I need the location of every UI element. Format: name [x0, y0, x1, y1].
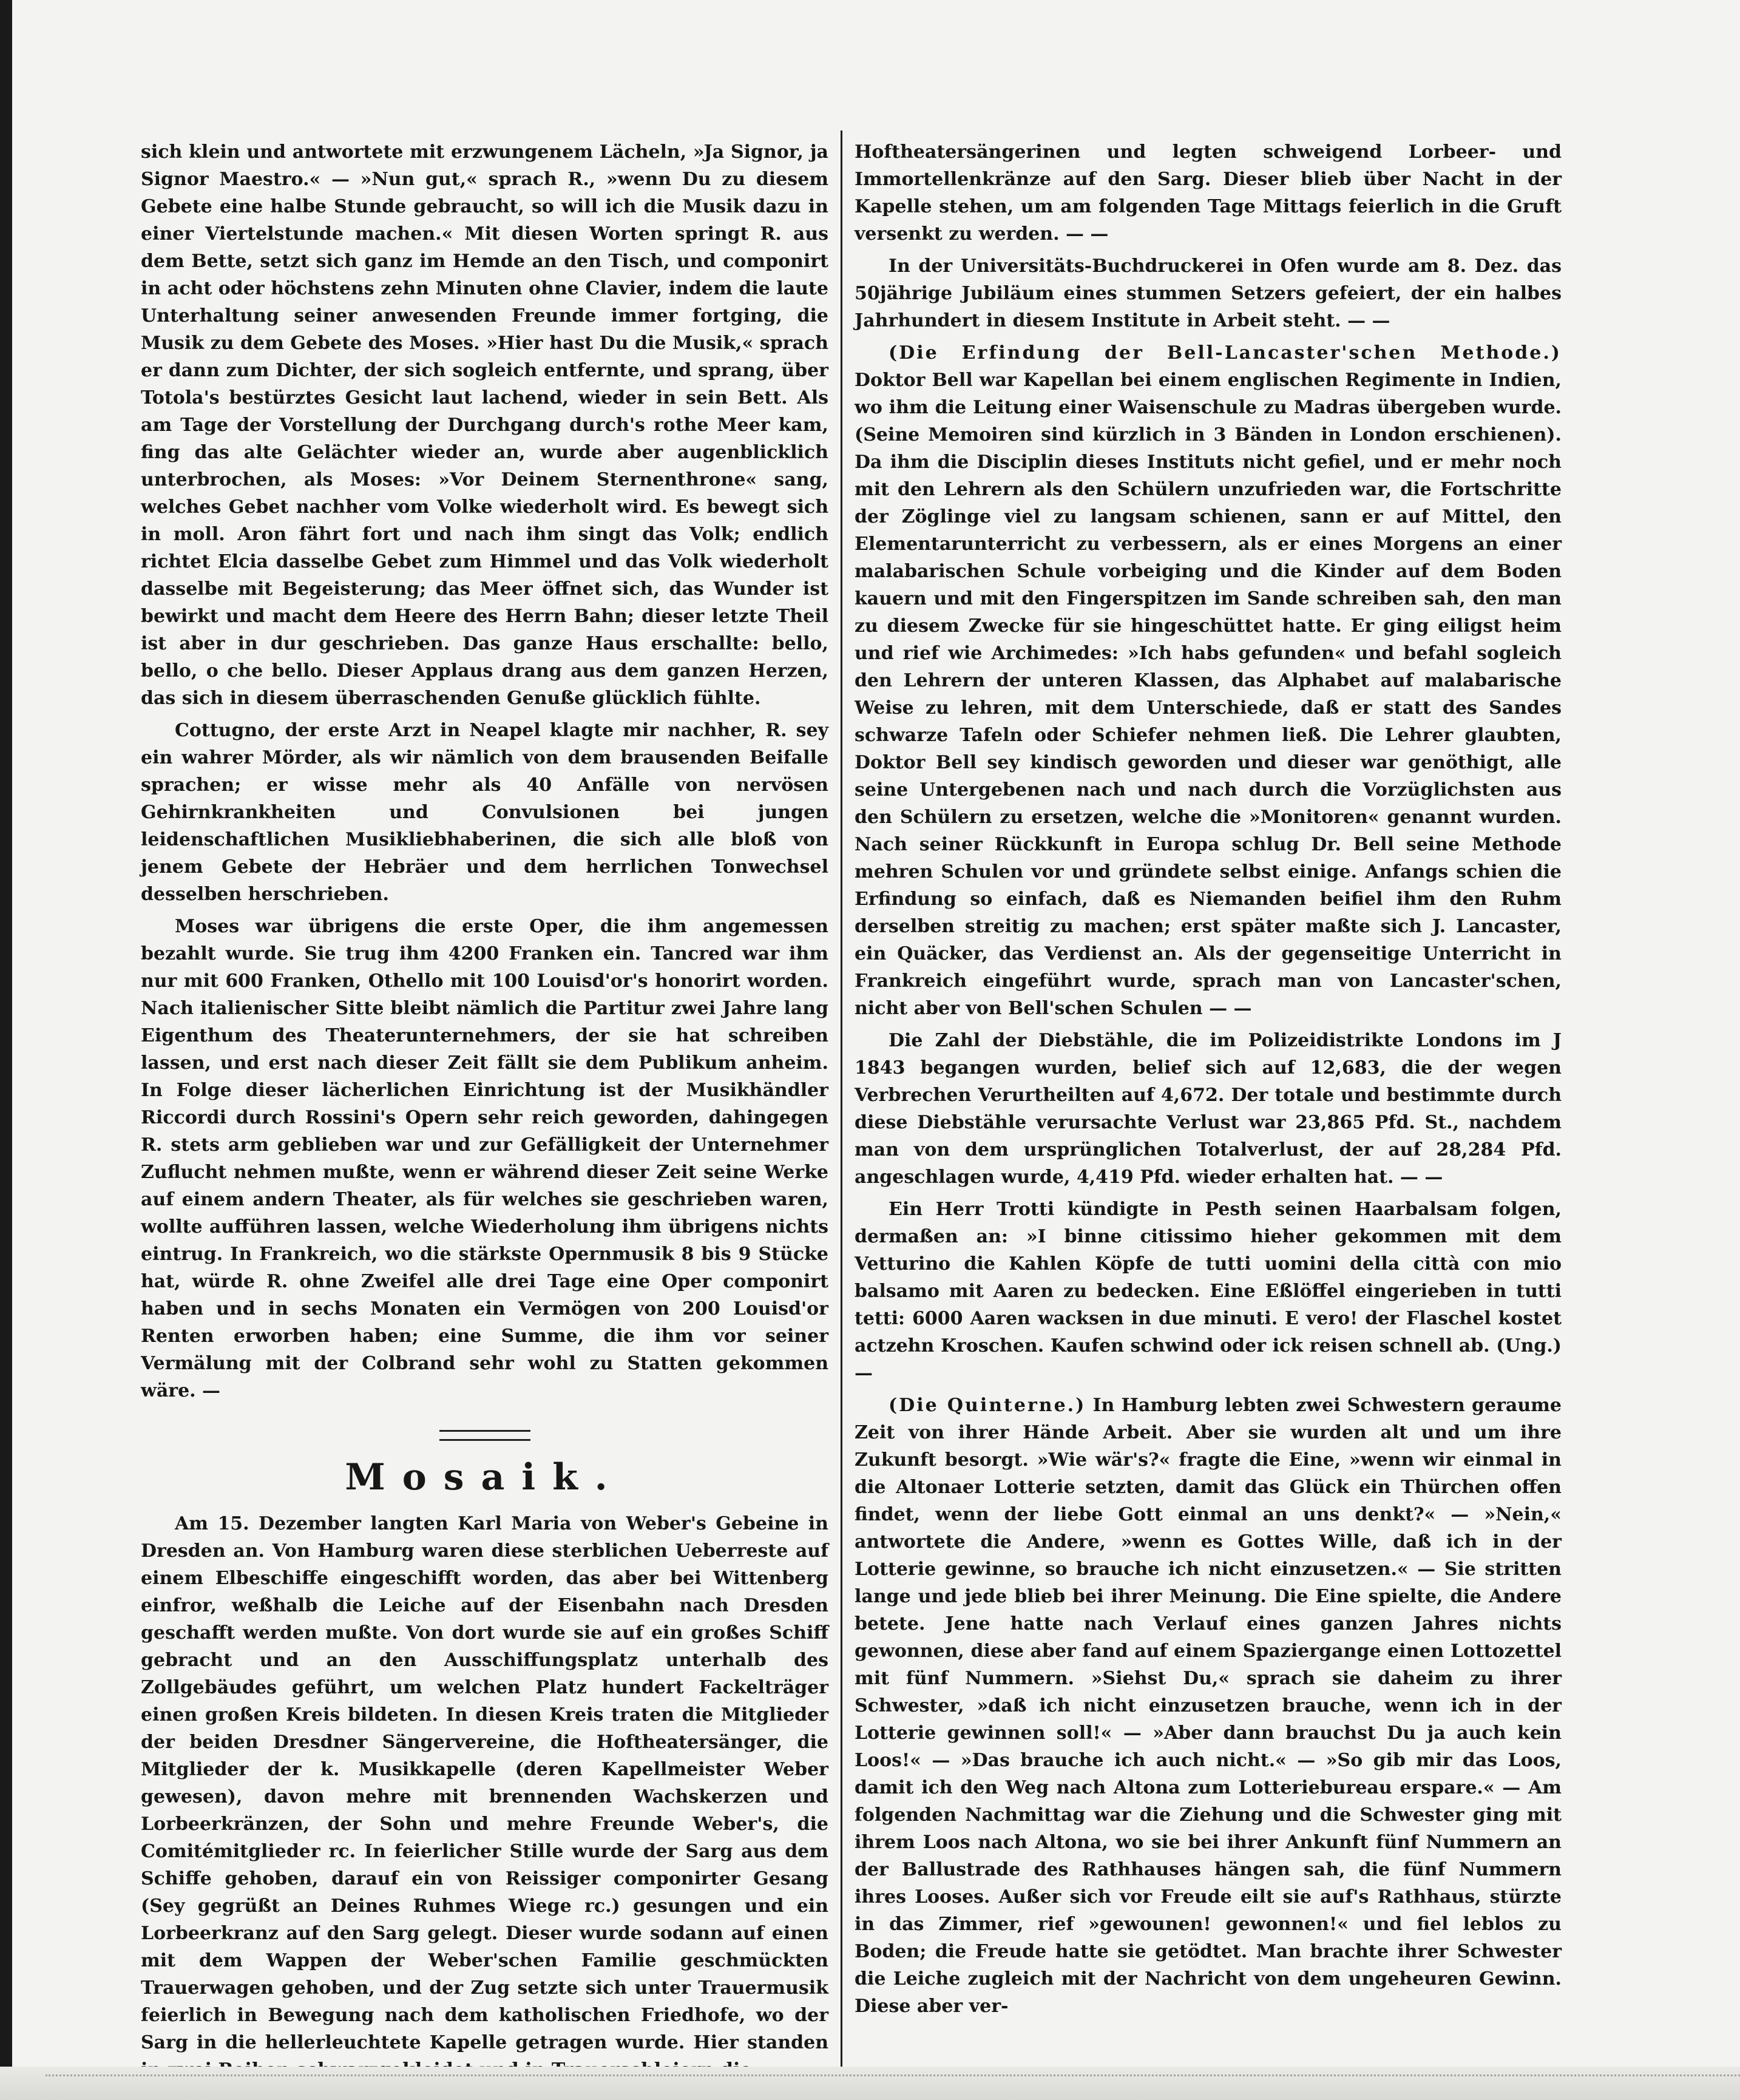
- paragraph-text: Hoftheatersängerinen und legten schweigend Lorbeer- und Immortellenkränze auf den Sarg. Dieser blieb über Nacht in der Kapelle stehen, um am folgenden Tage Mittags feierlich in die Gruft versenkt zu werden. — —: [855, 141, 1562, 245]
- paragraph: Am 15. Dezember langten Karl Maria von Weber's Gebeine in Dresden an. Von Hamburg waren diese sterblichen Ueberreste auf einem Elbeschiffe eingeschifft worden, das aber bei Wittenberg einfror, weßhalb die Leiche auf der Eisenbahn nach Dresden geschafft werden mußte. Von dort wurde sie auf ein großes Schiff gebracht und an den Ausschiffungsplatz unterhalb des Zollgebäudes geführt, um welchen Platz hundert Fackelträger einen großen Kreis bildeten. In diesen Kreis traten die Mitglieder der beiden Dresdner Sängervereine, die Hoftheatersänger, die Mitglieder der k. Musikkapelle (deren Kapellmeister Weber gewesen), davon mehre mit brennenden Wachskerzen und Lorbeerkränzen, der Sohn und mehre Freunde Weber's, die Comitémitglieder rc. In feierlicher Stille wurde der Sarg aus dem Schiffe gehoben, darauf ein von Reissiger componirter Gesang (Sey gegrüßt an Deines Ruhmes Wiege rc.) gesungen und ein Lorbeerkranz auf den Sarg gelegt. Dieser wurde sodann auf einen mit dem Wappen der Weber'schen Familie geschmückten Trauerwagen gehoben, und der Zug setzte sich unter Trauermusik feierlich in Bewegung nach dem katholischen Friedhofe, wo der Sarg in die hellerleuchtete Kapelle getragen wurde. Hier standen: [141, 1513, 828, 2053]
- paragraph-lead: (Die Erfindung der Bell-Lancaster'schen Methode.): [889, 342, 1562, 364]
- paragraph: [855, 1392, 1562, 2020]
- right-column: [855, 138, 1562, 2068]
- paragraph: [855, 1196, 1562, 1387]
- paragraph: [855, 138, 1562, 248]
- paragraph: [855, 1027, 1562, 1191]
- scan-bottom-mark: [46, 2075, 1740, 2095]
- section-separator-rule: [439, 1430, 530, 1441]
- scan-border-left: [0, 0, 12, 2100]
- left-column: [141, 138, 828, 2068]
- paragraph-lead: (Die Quinterne.): [889, 1395, 1086, 1416]
- paragraph-text: Die Zahl der Diebstähle, die im Polizeidistrikte Londons im J 1843 begangen wurden, belief sich auf 12,683, die der wegen Verbrechen Verurtheilten auf 4,672. Der totale und bestimmte durch diese Diebstähle verursachte Verlust war 23,865 Pfd. St., nachdem man von dem ursprünglichen Totalverlust, der auf 28,284 Pfd. angeschlagen wurde, 4,419 Pfd. wieder erhalten hat. — —: [855, 1030, 1562, 1188]
- section-title: Mosaik.: [345, 1456, 625, 1499]
- paragraph-text: In Hamburg lebten zwei Schwestern geraume Zeit von ihrer Hände Arbeit. Aber sie wurden alt und um ihre Zukunft besorgt. »Wie wär's?« fragte die Eine, »wenn wir einmal in die Altonaer Lotterie setzten, damit das Glück ein Thürchen offen findet, wenn der liebe Gott einmal an uns denkt?« — »Nein,« antwortete die Andere, »wenn es Gottes Wille, daß ich in der Lotterie gewinne, so brauche ich nicht einzusetzen.« — Sie stritten lange und jede blieb bei ihrer Meinung. Die Eine spielte, die Andere betete. Jene hatte nach Verlauf eines ganzen Jahres nichts gewonnen, diese aber fand auf einem Spaziergange einen Lottozettel mit fünf Nummern. »Siehst Du,« sprach sie daheim zu ihrer Schwester, »daß ich nicht einzusetzen brauche, wenn ich in der Lotterie gewinnen soll!« — »Aber dann brauchst Du ja auch kein Loos!« — »Das brauche ich auch nicht.« — »So gib mir das Loos, damit ich den Weg nach Altona zum Lotteriebureau erspare.« — Am folgenden Nachmittag war die Ziehung und die Schwester ging mit ihrem Loos nach Altona, wo sie bei ihrer Ankunft fünf Nummern an der Ballustrade des Rathhauses hängen sah, die fünf Nummern ihres Looses. Außer sich vor Freude eilt sie auf's Rathhaus, stürzte in das Zimmer, rief »gewounen! gewonnen!« und fiel leblos zu Boden; die Freude hatte sie getödtet. Man brachte ihrer Schwester die Leiche zugleich mit der Nachricht von dem ungeheuren Gewinn. Diese aber ver-: [855, 1395, 1562, 2017]
- paragraph: sich klein und antwortete mit erzwungenem Lächeln, »Ja Signor, ja Signor Maestro.« — »Nun gut,« sprach R., »wenn Du zu diesem Gebete eine halbe Stunde gebraucht, so will ich die Musik dazu in einer Viertelstunde machen.« Mit diesen Worten springt R. aus dem Bette, setzt sich ganz im Hemde an den Tisch, und componirt in acht oder höchstens zehn Minuten ohne Clavier, indem die laute Unterhaltung seiner anwesenden Freunde immer fortging, die Musik zu dem Gebete des Moses. »Hier hast Du die Musik,« sprach er dann zum Dichter, der sich sogleich entfernte, und sprang, über Totola's bestürztes Gesicht laut lachend, wieder in sein Bett. Als am Tage der Vorstellung der Durchgang durch's rothe Meer kam, fing das alte Gelächter wieder an, wurde aber augenblicklich unterbrochen, als Moses: »Vor Deinem Sternenthrone« sang, welches Gebet nachher vom Volke wiederholt wird. Es bewegt sich in moll. Aron fährt fort und nach ihm singt das Volk; endlich richtet Elcia dasselbe Gebet zum Himmel und das Volk wiederholt dasselbe mit Begeisterung; das Meer öffnet sich, das Wunder ist bewirkt und macht dem Heere des Herrn Bahn; dieser letzte Theil ist aber in dur geschrieben. Das ganze Haus erschallte: bello, bello, o che bello. Dieser Applaus drang aus dem ganzen Herzen, das sich in diesem überraschenden Genuße glücklich fühlte.: [141, 141, 828, 709]
- column-divider: [841, 130, 842, 2067]
- paragraph: Cottugno, der erste Arzt in Neapel klagte mir nachher, R. sey ein wahrer Mörder, als wir nämlich von dem brausenden Beifalle sprachen; er wisse mehr als 40 Anfälle von nervösen Gehirnkrankheiten und Convulsionen bei jungen leidenschaftlichen Musikliebhaberinen, die sich alle bloß von jenem Gebete der Hebräer und dem herrlichen Tonwechsel desselben herschrieben.: [141, 720, 828, 905]
- paragraph-text: Ein Herr Trotti kündigte in Pesth seinen Haarbalsam folgen, dermaßen an: »I binne citissimo hieher gekommen mit dem Vetturino die Kahlen Köpfe de tutti uomini della città con mio balsamo mit Aaren zu bedecken. Eine Eßlöffel eingerieben in tutti tetti: 6000 Aaren wacksen in due minuti. E vero! der Flaschel kostet actzehn Kroschen. Kaufen schwind oder ick reisen schnell ab. (Ung.)—: [855, 1199, 1562, 1384]
- paragraph-text: In der Universitäts-Buchdruckerei in Ofen wurde am 8. Dez. das 50jährige Jubiläum eines stummen Setzers gefeiert, der ein halbes Jahrhundert in diesem Institute in Arbeit steht. — —: [855, 256, 1562, 331]
- paragraph-text: Doktor Bell war Kapellan bei einem englischen Regimente in Indien, wo ihm die Leitung einer Waisenschule zu Madras übergeben wurde. (Seine Memoiren sind kürzlich in 3 Bänden in London erschienen). Da ihm die Disciplin dieses Instituts nicht gefiel, und er mehr noch mit den Lehrern als den Schülern unzufrieden war, die Fortschritte der Zöglinge viel zu langsam schienen, sann er auf Mittel, den Elementarunterricht zu verbessern, als er eines Morgens an einer malabarischen Schule vorbeiging und die Kinder auf dem Boden kauern und mit den Fingerspitzen im Sande schreiben sah, den man zu diesem Zwecke für sie hingeschüttet hatte. Er ging eiligst heim und rief wie Archimedes: »Ich habs gefunden« und befahl sogleich den Lehrern der unteren Klassen, das Alphabet auf malabarische Weise zu lehren, mit dem Unterschiede, daß er statt des Sandes schwarze Tafeln oder Schiefer nehmen ließ. Die Lehrer glaubten, Doktor Bell sey kindisch geworden und dieser war genöthigt, alle seine Untergebenen nach und nach durch die Vorzüglichsten aus den Schülern zu ersetzen, welche die »Monitoren« genannt wurden. Nach seiner Rückkunft in Europa schlug Dr. Bell seine Methode mehren Schulen vor und gründete selbst einige. Anfangs schien die Erfindung so einfach, daß es Niemanden beifiel ihm den Ruhm derselben streitig zu machen; erst später maßte sich J. Lancaster, ein Quäcker, das Verdienst an. Als der gegenseitige Unterricht in Frankreich eingeführt wurde, sprach man von Lancaster'schen, nicht aber von Bell'schen Schulen — —: [855, 370, 1562, 1019]
- paragraph: [855, 339, 1562, 1022]
- paragraph: Moses war übrigens die erste Oper, die ihm angemessen bezahlt wurde. Sie trug ihm 4200 Franken ein. Tancred war ihm nur mit 600 Franken, Othello mit 100 Louisd'or's honorirt worden. Nach italienischer Sitte bleibt nämlich die Partitur zwei Jahre lang Eigenthum des Theaterunternehmers, der sie hat schreiben lassen, und erst nach dieser Zeit fällt sie dem Publikum anheim. In Folge dieser lächerlichen Einrichtung ist der Musikhändler Riccordi durch Rossini's Opern sehr reich geworden, dahingegen R. stets arm geblieben war und zur Gefälligkeit der Unternehmer Zuflucht nehmen mußte, wenn er während dieser Zeit seine Werke auf einem andern Theater, als für welches sie geschrieben waren, wollte aufführen lassen, welche Wiederholung ihm übrigens nichts eintrug. In Frankreich, wo die stärkste Opernmusik 8 bis 9 Stücke hat, würde R. ohne Zweifel alle drei Tage eine Oper componirt haben und in sechs Monaten ein Vermögen von 200 Louisd'or Renten erworben haben; eine Summe, die ihm vor seiner Vermälung mit der Colbrand sehr wohl zu Statten gekommen wäre. —: [141, 916, 828, 1401]
- paragraph: [855, 252, 1562, 334]
